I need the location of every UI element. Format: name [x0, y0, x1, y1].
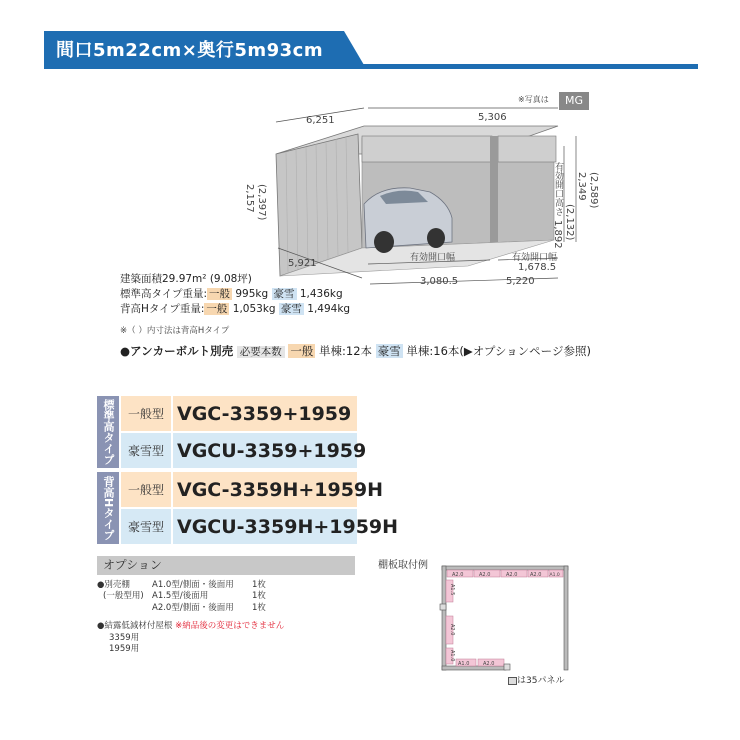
- dim-opening-width-label-2: 有効開口幅: [512, 253, 558, 263]
- anchor-label: ●アンカーボルト別売: [120, 344, 234, 358]
- shelf-diagram-title: 棚板取付例: [378, 560, 428, 571]
- h-general-value: 1,053kg: [232, 303, 276, 315]
- dim-opening-height-h: (2,132): [564, 204, 575, 241]
- std-heavy-tag: 豪雪: [273, 288, 295, 300]
- dim-opening-width-2: 1,678.5: [518, 262, 557, 273]
- building-area: 建築面積29.97m² (9.08坪): [120, 273, 252, 285]
- anchor-heavy-tag: 豪雪: [377, 344, 401, 358]
- dim-opening-height: 1,892: [552, 220, 563, 249]
- shelf-label: A1.0: [458, 661, 470, 667]
- shelf-option-sublabel: (一般型用): [103, 591, 144, 601]
- anchor-heavy-text: 単棟:16本(▶オプションページ参照): [406, 344, 591, 358]
- dimension-note: ※（ ）内寸法は背高Hタイプ: [120, 326, 230, 336]
- dim-right-total-height-h: (2,589): [588, 172, 599, 209]
- shelf-item-qty: 1枚: [252, 580, 266, 590]
- shelf-label: A2.0: [483, 661, 495, 667]
- garage-diagram: [118, 92, 598, 292]
- shelf-item-name: A2.0型/側面・後面用: [152, 603, 234, 613]
- dim-left-height-h: (2,397): [256, 184, 267, 221]
- model-type: 一般型: [121, 472, 171, 507]
- std-heavy-value: 1,436kg: [299, 288, 343, 300]
- shelf-layout-diagram: [438, 560, 573, 675]
- required-count-tag: 必要本数: [237, 346, 285, 358]
- dim-bottom-width: 5,220: [506, 276, 535, 287]
- roof-option-warning: ※納品後の変更はできません: [175, 621, 285, 631]
- dim-left-height: 2,157: [244, 184, 255, 213]
- model-type: 豪雪型: [121, 433, 171, 468]
- car-image: [364, 188, 452, 253]
- dim-top-depth: 6,251: [306, 115, 335, 126]
- shelf-option-label: ●別売棚: [97, 580, 130, 590]
- model-code: VGC-3359H+1959H: [173, 472, 357, 507]
- shelf-item-name: A1.0型/側面・後面用: [152, 580, 234, 590]
- photo-note: ※写真は: [518, 95, 549, 104]
- dim-opening-width-1: 3,080.5: [420, 276, 459, 287]
- page-header: [44, 31, 698, 69]
- model-row: [121, 433, 367, 468]
- shelf-label: A1.5: [449, 584, 455, 596]
- h-weight-label: 背高Hタイプ重量:: [120, 303, 205, 315]
- model-type: 一般型: [121, 396, 171, 431]
- h-general-tag: 一般: [206, 303, 228, 315]
- roof-option-label: ●結露低減材付屋根: [97, 621, 173, 631]
- shelf-label: A1.0: [449, 650, 455, 662]
- model-code: VGCU-3359H+1959H: [173, 509, 357, 544]
- shelf-item-qty: 1枚: [252, 603, 266, 613]
- shelf-label: A2.0: [530, 572, 542, 578]
- roof-item: 1959用: [109, 644, 140, 654]
- model-type: 豪雪型: [121, 509, 171, 544]
- dim-top-width: 5,306: [478, 112, 507, 123]
- panel-note-text: は35パネル: [517, 676, 565, 686]
- std-general-value: 995kg: [235, 288, 269, 300]
- roof-item: 3359用: [109, 632, 140, 643]
- shelf-label: A1.0: [549, 573, 560, 578]
- std-weight-row: [120, 287, 350, 302]
- std-general-tag: 一般: [209, 288, 231, 300]
- shelf-label: A2.0: [479, 572, 491, 578]
- header-rule: [44, 64, 698, 69]
- model-row: [121, 472, 384, 507]
- std-weight-label: 標準高タイプ重量:: [120, 288, 208, 300]
- model-row: [121, 396, 357, 431]
- h-weight-row: [120, 302, 350, 317]
- color-badge: MG: [559, 92, 589, 110]
- panel-note: [508, 673, 564, 686]
- h-heavy-value: 1,494kg: [307, 303, 351, 315]
- anchor-general-tag: 一般: [290, 344, 314, 358]
- page-title: 間口5m22cm×奥行5m93cm: [56, 40, 324, 61]
- model-code: VGC-3359+1959: [173, 396, 357, 431]
- dim-side-depth: 5,921: [288, 258, 317, 269]
- shelf-label: A2.0: [506, 572, 518, 578]
- shelf-item-name: A1.5型/後面用: [152, 591, 209, 601]
- group-label-tall: 背高Hタイプ: [97, 472, 119, 544]
- roof-option: [97, 621, 357, 633]
- model-code: VGCU-3359+1959: [173, 433, 357, 468]
- shelf-option: [97, 580, 357, 615]
- shelf-label: A2.0: [452, 572, 464, 578]
- model-row: [121, 509, 399, 544]
- shelf-item-qty: 1枚: [252, 591, 266, 601]
- anchor-general-text: 単棟:12本: [319, 344, 373, 358]
- shelf-layout-svg: [438, 560, 573, 675]
- dim-opening-height-label: 有効開口高さ: [553, 162, 563, 216]
- h-heavy-tag: 豪雪: [280, 303, 302, 315]
- spec-list: [120, 272, 350, 317]
- panel-marker-icon: [508, 677, 517, 685]
- options-heading: オプション: [97, 556, 355, 575]
- shelf-label: A2.0: [449, 624, 455, 636]
- options-list: [97, 580, 357, 656]
- anchor-bolt-info: [120, 343, 591, 359]
- group-label-standard: 標準高タイプ: [97, 396, 119, 468]
- dim-opening-width-label-1: 有効開口幅: [410, 253, 456, 263]
- dim-right-total-height: 2,349: [576, 172, 587, 201]
